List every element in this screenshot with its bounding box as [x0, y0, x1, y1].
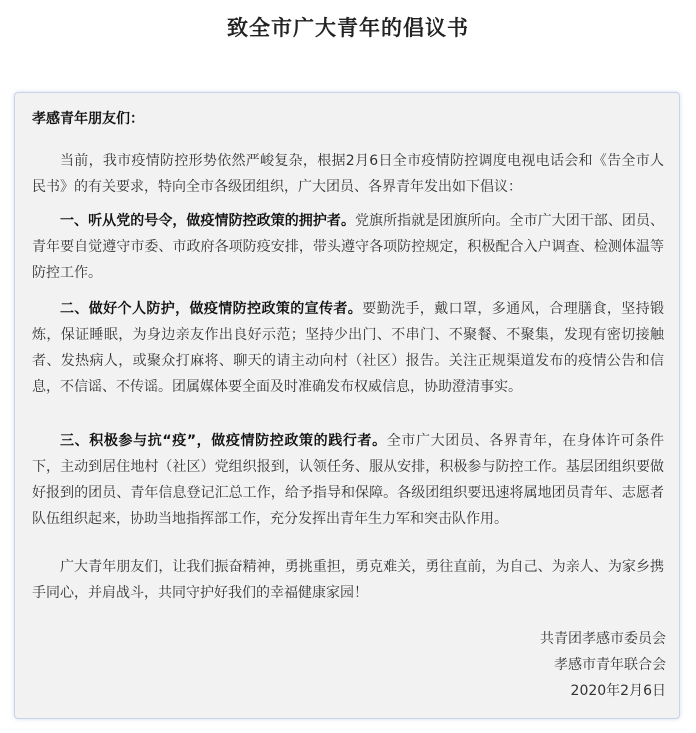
signature-2: 孝感市青年联合会	[554, 657, 666, 673]
signature-1: 共青团孝感市委员会	[540, 631, 666, 647]
item-1-paragraph	[32, 208, 664, 286]
item-3-body: 全市广大团员、各界青年，在身体许可条件下，主动到居住地村（社区）党组织报到，认领任务、服从安排，积极参与防控工作。基层团组织要做好报到的团员、青年信息登记汇总工作，给予指导和保障。各级团组织要迅速将属地团员青年、志愿者队伍组织起来，协助当地指挥部工作，充分发挥出青年生力军和突击队作用。	[32, 433, 665, 527]
item-2-heading: 二、做好个人防护，做疫情防控政策的宣传者。	[60, 301, 363, 317]
item-3-heading: 三、积极参与抗“疫”，做疫情防控政策的践行者。	[60, 433, 387, 449]
item-2-body: 要勤洗手，戴口罩，多通风，合理膳食，坚持锻炼，保证睡眠，为身边亲友作出良好示范；坚持少出门、不串门、不聚餐、不聚集，发现有密切接触者、发热病人，或聚众打麻将、聊天的请主动向村（社区）报告。关注正规渠道发布的疫情公告和信息，不信谣、不传谣。团属媒体要全面及时准确发布权威信息，协助澄清事实。	[32, 301, 665, 395]
intro-paragraph: 当前，我市疫情防控形势依然严峻复杂，根据2月6日全市疫情防控调度电视电话会和《告全市人民书》的有关要求，特向全市各级团组织，广大团员、各界青年发出如下倡议：	[32, 153, 664, 195]
signature-date: 2020年2月6日	[570, 683, 666, 699]
item-1-body: 党旗所指就是团旗所向。全市广大团干部、团员、青年要自觉遵守市委、市政府各项防疫安排，带头遵守各项防控规定，积极配合入户调查、检测体温等防控工作。	[32, 213, 664, 281]
item-2-paragraph	[32, 296, 664, 400]
item-1-heading: 一、听从党的号令，做疫情防控政策的拥护者。	[60, 213, 355, 229]
closing-paragraph: 广大青年朋友们，让我们振奋精神，勇挑重担，勇克难关，勇往直前，为自己、为亲人、为家乡携手同心，并肩战斗，共同守护好我们的幸福健康家园！	[32, 559, 664, 601]
salutation: 孝感青年朋友们：	[32, 111, 144, 127]
item-3-paragraph	[32, 428, 664, 532]
page-title: 致全市广大青年的倡议书	[227, 16, 469, 40]
